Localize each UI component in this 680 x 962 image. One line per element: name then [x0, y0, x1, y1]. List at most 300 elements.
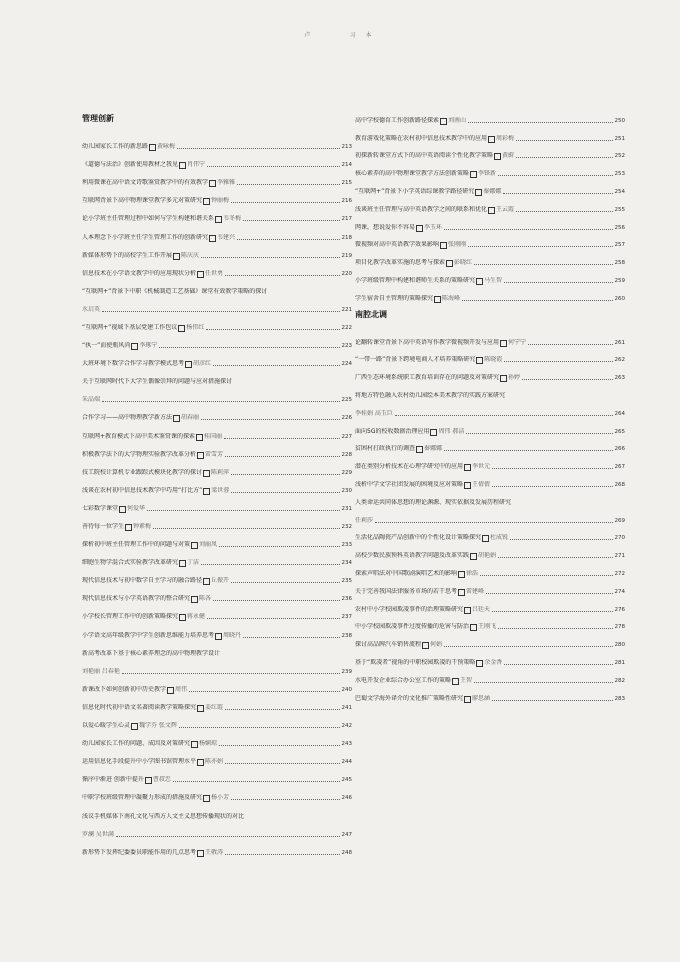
toc-entry[interactable] [355, 530, 625, 548]
dot-leader [159, 347, 339, 348]
toc-entry[interactable] [355, 423, 625, 441]
toc-entry[interactable] [355, 387, 625, 405]
page-number: 263 [614, 375, 625, 382]
entry-author: 杜成锐 [490, 534, 509, 542]
page-number: 253 [614, 171, 625, 178]
separator-box [476, 357, 483, 364]
toc-entry[interactable] [82, 319, 352, 337]
dot-leader [213, 365, 339, 366]
toc-entry[interactable] [355, 219, 625, 237]
entry-author: 陈海峰 [442, 294, 461, 302]
dot-leader [243, 637, 339, 638]
page-number: 278 [614, 624, 625, 631]
toc-entry[interactable] [82, 681, 352, 699]
toc-entry-line [82, 342, 352, 350]
entry-title: 互联网背景下高中物理课堂教学多元对策研究 [82, 197, 203, 205]
toc-entry[interactable] [82, 645, 352, 663]
toc-entry[interactable] [82, 373, 352, 391]
running-header [0, 30, 680, 39]
page-number: 258 [614, 260, 625, 267]
entry-title: 高中学校德育工作创新路径探索 [355, 116, 440, 124]
separator-box [475, 189, 482, 196]
dot-leader [504, 664, 612, 665]
entry-title: 核心素养的高中物理课堂教学方法创新策略 [355, 170, 470, 178]
dot-leader [189, 691, 339, 692]
toc-entry-line [355, 135, 625, 143]
entry-title: 运用信息化手段提升中小学图书馆管理水平 [82, 758, 197, 766]
dot-leader [474, 682, 612, 683]
toc-entry[interactable] [355, 254, 625, 272]
entry-author: 吕廷天 [472, 605, 491, 613]
toc-entry-line [355, 170, 625, 178]
toc-entry-line [355, 356, 625, 364]
toc-entry[interactable] [82, 826, 352, 844]
dot-leader [516, 157, 612, 158]
dot-leader [498, 557, 612, 558]
toc-entry[interactable] [355, 334, 625, 352]
dot-leader [219, 546, 339, 547]
toc-entry-line [355, 588, 625, 596]
toc-entry[interactable] [355, 476, 625, 494]
toc-entry-line [82, 813, 352, 821]
entry-title: 积极教学法下的大学物理实验教学改革分析 [82, 450, 197, 458]
toc-entry-line [82, 776, 352, 784]
entry-title: “一带一路”背景下跨境电商人才培养策略研究 [355, 356, 476, 364]
entry-author: 李桂娟 高玉巨 [355, 409, 393, 417]
toc-entry-line [82, 252, 352, 260]
separator-box [215, 216, 222, 223]
entry-title: 新媒体形势下的高校学生工作开展 [82, 251, 173, 259]
page-number: 256 [614, 224, 625, 231]
entry-author: 刘南山 [448, 116, 467, 124]
toc-entry[interactable] [355, 547, 625, 565]
toc-entry[interactable] [355, 583, 625, 601]
dot-leader [206, 329, 339, 330]
toc-entry-line [82, 288, 352, 296]
entry-author: 罗澜 吴世满 [82, 830, 114, 838]
toc-entry[interactable] [355, 165, 625, 183]
entry-author: 廖思涵 [472, 694, 491, 702]
entry-title: 关于完善我国法律服务市场的若干思考 [355, 587, 458, 595]
page-number: 248 [341, 849, 352, 856]
page-number: 224 [341, 361, 352, 368]
entry-title: 教育游戏化策略在农村初中信息技术教学中的应用 [355, 134, 488, 142]
page-number: 214 [341, 162, 352, 169]
entry-title: 生活化品陶瓷产品创新中的个性化设计策略探究 [355, 534, 482, 542]
toc-entry-line [355, 552, 625, 560]
toc-entry[interactable] [82, 608, 352, 626]
toc-entry-line [82, 577, 352, 585]
entry-author: 钟丽梅 [211, 197, 230, 205]
dot-leader [375, 522, 612, 523]
toc-entry[interactable] [82, 627, 352, 645]
separator-box [440, 242, 447, 249]
separator-box [191, 542, 198, 549]
toc-entry-line [355, 659, 625, 667]
toc-entry-line [82, 197, 352, 205]
dot-leader [201, 564, 339, 565]
entry-title: “执一”而使瓶风尚 [82, 342, 131, 350]
toc-entry-line [355, 570, 625, 578]
toc-entry-line [82, 161, 352, 169]
toc-entry[interactable] [355, 494, 625, 512]
toc-entry[interactable] [82, 247, 352, 265]
toc-entry[interactable] [355, 512, 625, 530]
separator-box [209, 180, 216, 187]
toc-entry-line [355, 695, 625, 703]
entry-title: 网课，想说爱你不容易 [355, 223, 416, 231]
entry-author: 秦娜娜 [483, 188, 502, 196]
entry-title: “互联网+”背景下中职《机械制造工艺基础》课堂有效教学策略的探讨 [82, 287, 268, 295]
separator-box [119, 506, 126, 513]
entry-author: 王敬涛 [205, 848, 224, 856]
toc-entry-line [355, 374, 625, 382]
toc-entry-line [82, 831, 352, 839]
toc-entry[interactable] [82, 337, 352, 355]
toc-entry-line [82, 143, 352, 151]
dot-leader [231, 582, 339, 583]
entry-title: 面向5G的校收数据治理应用 [355, 427, 430, 435]
toc-entry[interactable] [82, 355, 352, 373]
page-number: 276 [614, 606, 625, 613]
dot-leader [225, 763, 339, 764]
toc-entry[interactable] [82, 500, 352, 518]
dot-leader [177, 148, 339, 149]
entry-author: 何爱华 [127, 504, 146, 512]
toc-entry[interactable] [82, 482, 352, 500]
toc-entry[interactable] [82, 210, 352, 228]
toc-entry-line [82, 505, 352, 513]
toc-entry[interactable] [355, 636, 625, 654]
toc-entry-line [82, 469, 352, 477]
separator-box [179, 614, 186, 621]
toc-entry[interactable] [82, 536, 352, 554]
entry-author: 周伟 [175, 685, 188, 693]
entry-title: 潜在类别分析技术在心理学研究中的应用 [355, 463, 464, 471]
toc-entry-line [82, 523, 352, 531]
entry-title: 七彩数学课堂 [82, 504, 119, 512]
page-number: 238 [341, 632, 352, 639]
toc-entry[interactable] [82, 428, 352, 446]
page-number: 233 [341, 542, 352, 549]
toc-entry[interactable] [355, 601, 625, 619]
separator-box [422, 642, 429, 649]
dot-leader [225, 275, 339, 276]
toc-entry-line [82, 722, 352, 730]
toc-entry[interactable] [355, 201, 625, 219]
toc-entry[interactable] [355, 237, 625, 255]
entry-author: 马生智 [484, 277, 503, 285]
toc-entry-line [82, 668, 352, 676]
entry-title: “互联网+”背景下小学英语综课教学路径研究 [355, 188, 475, 196]
toc-entry[interactable] [355, 690, 625, 708]
section-title: 南腔北调 [355, 309, 387, 319]
separator-box [131, 343, 138, 350]
entry-author: 何宁宁 [508, 338, 527, 346]
entry-title: 信息技术在小学语文教学中的应用现状分析 [82, 269, 197, 277]
toc-entry-line [82, 324, 352, 332]
entry-author: 陈晓霞 [484, 356, 503, 364]
page-number: 219 [341, 252, 352, 259]
entry-author: 胡春丽 [181, 414, 200, 422]
entry-author: 梁世蓉 [211, 486, 230, 494]
dot-leader [219, 745, 339, 746]
dot-leader [231, 492, 339, 493]
page-number: 251 [614, 135, 625, 142]
entry-title: 农村中小学校园欺凌事件的治理策略研究 [355, 605, 464, 613]
dot-leader [102, 311, 339, 312]
dot-leader [498, 628, 612, 629]
page-number: 240 [341, 686, 352, 693]
toc-entry[interactable] [82, 518, 352, 536]
page-number: 223 [341, 343, 352, 350]
entry-title: 现代信息技术与小学英语教学的整合研究 [82, 595, 191, 603]
entry-title: 新课改下如何创新初中历史教学 [82, 685, 167, 693]
toc-entry[interactable] [82, 663, 352, 681]
toc-entry[interactable] [82, 753, 352, 771]
entry-author: 任世勇 [205, 269, 224, 277]
page-number: 246 [341, 795, 352, 802]
entry-title: 关于互联网时代下大学生偶像崇拜的问题与应对措施探讨 [82, 378, 233, 386]
toc-entry-line [82, 179, 352, 187]
entry-author: 韦建兴 [217, 233, 236, 241]
entry-author: 任莉莎 [355, 516, 374, 524]
dot-leader [468, 246, 612, 247]
page-number: 272 [614, 571, 625, 578]
toc-entry[interactable] [355, 565, 625, 583]
dot-leader [237, 184, 339, 185]
separator-box [464, 696, 471, 703]
page-number: 244 [341, 759, 352, 766]
entry-title: 微视频对高中英语教学效果影响 [355, 241, 440, 249]
page-number: 270 [614, 535, 625, 542]
entry-author: 秦娜娜 [424, 445, 443, 453]
entry-title: 幼儿园家长工作的问题、成因及对策研究 [82, 740, 191, 748]
toc-entry[interactable] [82, 735, 352, 753]
separator-box [464, 482, 471, 489]
page-number: 281 [614, 660, 625, 666]
toc-entry[interactable] [82, 464, 352, 482]
page-number: 227 [341, 433, 352, 440]
toc-entry-line [82, 396, 352, 404]
entry-title: 信息化时代初中语文名著阅读教学策略探究 [82, 703, 197, 711]
toc-entry[interactable] [82, 301, 352, 319]
toc-entry[interactable] [82, 590, 352, 608]
separator-box [430, 429, 437, 436]
toc-entry-line [355, 277, 625, 285]
separator-box [179, 162, 186, 169]
toc-entry-line [82, 451, 352, 459]
dot-leader [444, 646, 612, 647]
separator-box [464, 464, 471, 471]
toc-entry-line [355, 517, 625, 525]
entry-title: 巴蜀文学海外译介的文化推广策略性研究 [355, 694, 464, 702]
toc-entry[interactable] [82, 192, 352, 210]
toc-entry[interactable] [355, 672, 625, 690]
page-number: 213 [341, 144, 352, 151]
dot-leader [503, 193, 612, 194]
page-number: 217 [341, 216, 352, 223]
entry-title: 探析初中班主任管理工作中的问题与对策 [82, 541, 191, 549]
separator-box [476, 660, 483, 667]
toc-entry[interactable] [82, 156, 352, 174]
toc-entry[interactable] [355, 130, 625, 148]
toc-entry[interactable] [355, 441, 625, 459]
page-number: 266 [614, 446, 625, 453]
separator-box [203, 198, 210, 205]
toc-entry[interactable] [82, 409, 352, 427]
toc-entry[interactable] [82, 572, 352, 590]
toc-entry[interactable] [82, 844, 352, 862]
toc-entry[interactable] [82, 228, 352, 246]
toc-entry-line [82, 234, 352, 242]
toc-entry[interactable] [82, 789, 352, 807]
dot-leader [444, 450, 612, 451]
separator-box [125, 524, 132, 531]
separator-box [197, 271, 204, 278]
dot-leader [498, 175, 612, 176]
separator-box [482, 535, 489, 542]
separator-box [173, 415, 180, 422]
entry-author: 姜红霞 [205, 703, 224, 711]
entry-title: 项目化教学改革实施的思考与探索 [355, 259, 446, 267]
separator-box [203, 488, 210, 495]
entry-author: 丘振开 [211, 577, 230, 585]
separator-box [203, 470, 210, 477]
page-number: 252 [614, 153, 625, 160]
toc-entry-line [355, 463, 625, 471]
dot-leader [504, 361, 612, 362]
dot-leader [225, 854, 339, 855]
entry-author: 刘艳丽 吕春艳 [82, 667, 120, 675]
toc-entry-line [82, 704, 352, 712]
page-number: 257 [614, 242, 625, 249]
toc-entry-line [82, 414, 352, 422]
entry-author: 周伟 郝洁 [438, 427, 465, 435]
entry-author: 雷雪芳 [205, 450, 224, 458]
dot-leader [116, 836, 340, 837]
toc-entry[interactable] [355, 369, 625, 387]
entry-author: 丁洁 [187, 559, 200, 567]
toc-entry[interactable] [355, 290, 625, 308]
toc-entry[interactable] [82, 174, 352, 192]
toc-entry-line [82, 650, 352, 658]
page-number: 226 [341, 415, 352, 422]
toc-entry[interactable] [355, 458, 625, 476]
separator-box [197, 759, 204, 766]
entry-title: 利用微课在高中语文诗歌鉴赏教学中的有效教学 [82, 179, 209, 187]
separator-box [470, 171, 477, 178]
page-number: 283 [614, 695, 625, 702]
toc-entry[interactable] [82, 554, 352, 572]
header-right: 习 本 [349, 32, 376, 39]
entry-author: 朱品端 [82, 396, 101, 404]
dot-leader [231, 799, 339, 800]
separator-box [464, 607, 471, 614]
toc-entry[interactable] [82, 283, 352, 301]
separator-box [197, 705, 204, 712]
separator-box [446, 260, 453, 267]
entry-author: 陈各 [199, 595, 212, 603]
toc-entry[interactable] [355, 405, 625, 423]
dot-leader [213, 600, 339, 601]
dot-leader [231, 474, 339, 475]
entry-author: 魏学芬 张文辉 [139, 722, 177, 730]
entry-title: 新形势下发挥纪委委员职能作用的几点思考 [82, 848, 197, 856]
dot-leader [147, 510, 339, 511]
separator-box [458, 571, 465, 578]
toc-entry[interactable] [82, 807, 352, 825]
toc-entry[interactable] [355, 352, 625, 370]
toc-entry[interactable] [355, 183, 625, 201]
page-number: 225 [341, 397, 352, 404]
separator-box [178, 325, 185, 332]
separator-box [196, 434, 203, 441]
separator-box [440, 118, 447, 125]
toc-entry-line [82, 541, 352, 549]
dot-leader [207, 618, 339, 619]
toc-entry[interactable] [355, 112, 625, 130]
dot-leader [516, 140, 612, 141]
toc-entry[interactable] [355, 272, 625, 290]
toc-entry-line [355, 534, 625, 542]
toc-entry[interactable] [82, 391, 352, 409]
toc-entry-line [355, 339, 625, 347]
toc-entry[interactable] [82, 265, 352, 283]
toc-entry[interactable] [355, 619, 625, 637]
page-number: 271 [614, 553, 625, 560]
toc-entry[interactable] [82, 699, 352, 717]
page-number: 229 [341, 469, 352, 476]
entry-author: 张刚刚 [448, 241, 467, 249]
separator-box [179, 560, 186, 567]
dot-leader [395, 415, 613, 416]
toc-entry[interactable] [82, 771, 352, 789]
dot-leader [504, 282, 612, 283]
toc-entry[interactable] [355, 654, 625, 672]
entry-author: 徐浩 [466, 570, 479, 578]
toc-entry[interactable] [82, 138, 352, 156]
page-number: 282 [614, 677, 625, 684]
entry-author: 彭晓红 [454, 259, 473, 267]
separator-box [470, 553, 477, 560]
dot-leader [492, 700, 612, 701]
entry-author: 李锋新 [478, 170, 497, 178]
dot-leader [207, 166, 339, 167]
toc-entry[interactable] [82, 446, 352, 464]
toc-entry-line [82, 360, 352, 368]
entry-title: 论翻转课堂背景下高中英语写作教学微视频开发与应用 [355, 338, 500, 346]
entry-title: “互联网+”视域下基层党建工作包议 [82, 323, 178, 331]
toc-entry[interactable] [355, 148, 625, 166]
toc-entry-line [82, 849, 352, 857]
entry-title: 幼儿园家长工作的新思路 [82, 143, 149, 151]
entry-author: 黄咏梅 [157, 143, 176, 151]
page-number: 262 [614, 357, 625, 364]
entry-title: 善待每一位学生 [82, 523, 125, 531]
toc-entry[interactable] [82, 717, 352, 735]
entry-author: 王倩倩 [472, 481, 491, 489]
dot-leader [173, 781, 340, 782]
entry-author: 周彩梅 [496, 134, 515, 142]
entry-title: 中职学校班级管理中凝聚力形成的措施及研究 [82, 794, 203, 802]
page-number: 236 [341, 596, 352, 603]
entry-author: 胡彦红 [193, 360, 212, 368]
page-number: 220 [341, 270, 352, 277]
page-number: 268 [614, 482, 625, 489]
toc-entry-line [355, 499, 625, 507]
toc-entry-line [355, 206, 625, 214]
